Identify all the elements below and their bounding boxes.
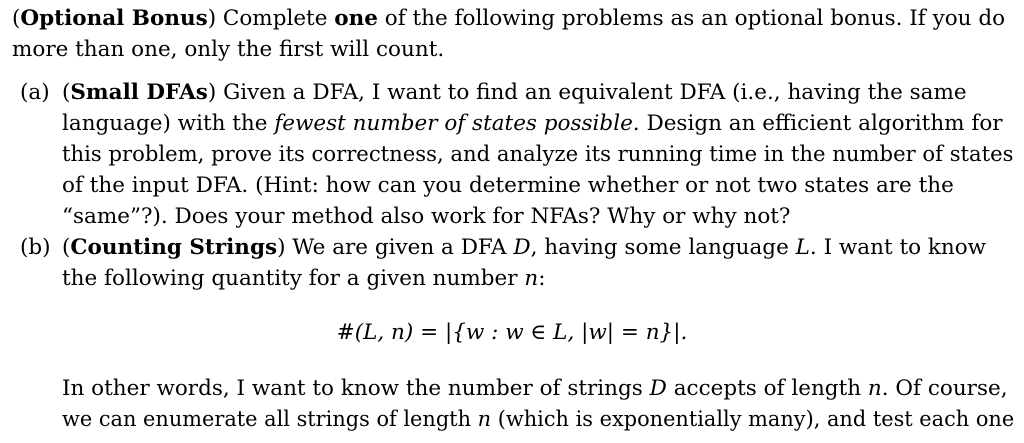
part-a-line-5: “same”?). Does your method also work for NFAs? Why or why not? [62, 204, 791, 229]
part-a-line-2 [62, 109, 1009, 139]
part-b-text: accepts of length [666, 376, 868, 401]
part-b-text: we can enumerate all strings of length [62, 407, 478, 432]
part-b-text: the following quantity for a given number [62, 266, 525, 291]
part-a-text: ) Given a DFA, I want to find an equivalent DFA (i.e., having the same [207, 80, 967, 105]
part-b-line-1 [62, 233, 1009, 263]
intro-line-1 [12, 4, 1009, 34]
part-b-text: ) We are given a DFA [277, 235, 514, 260]
math-variable-L: L [795, 235, 810, 260]
math-variable-D: D [513, 235, 531, 260]
part-b-text: , having some language [530, 235, 796, 260]
part-b-text: : [538, 266, 546, 291]
intro-text: ) Complete [207, 6, 335, 31]
part-b-line-3 [62, 374, 1008, 404]
part-b-text: . Of course, [881, 376, 1008, 401]
part-a-line-1 [62, 78, 1009, 108]
intro-line-2: more than one, only the first will count. [12, 37, 445, 62]
part-a-line-4: of the input DFA. (Hint: how can you determine whether or not two states are the [62, 173, 954, 198]
part-b-line-2 [62, 264, 545, 294]
part-b-text: In other words, I want to know the number of strings [62, 376, 650, 401]
part-b-line-4 [62, 405, 1014, 435]
display-equation: #(L, n) = |{w : w ∈ L, |w| = n}|. [336, 320, 688, 345]
math-variable-n: n [867, 376, 882, 401]
part-a-line-3: this problem, prove its correctness, and analyze its running time in the number of states [62, 142, 1014, 167]
part-a-text: Design an efficient algorithm for [639, 111, 1003, 136]
intro-text-rest: of the following problems as an optional bonus. If you do [377, 6, 1006, 31]
part-b-text: . I want to know [809, 235, 987, 260]
part-a-title: Small DFAs [70, 80, 208, 105]
part-b-text: (which is exponentially many), and test each one [491, 407, 1015, 432]
part-b-label: (b) [20, 235, 51, 260]
part-a-text: language) with the [62, 111, 275, 136]
part-a-open-paren: ( [62, 80, 71, 105]
bonus-title: Optional Bonus [20, 6, 208, 31]
part-a-label: (a) [20, 80, 50, 105]
part-b-open-paren: ( [62, 235, 71, 260]
part-b-title: Counting Strings [70, 235, 278, 260]
intro-open-paren: ( [12, 6, 21, 31]
intro-line-1-content [12, 4, 1005, 34]
emphasis-one: one [334, 6, 378, 31]
math-variable-D: D [649, 376, 667, 401]
math-variable-n: n [477, 407, 492, 432]
part-a-emphasis: fewest number of states possible. [274, 111, 640, 136]
math-variable-n: n [524, 266, 539, 291]
